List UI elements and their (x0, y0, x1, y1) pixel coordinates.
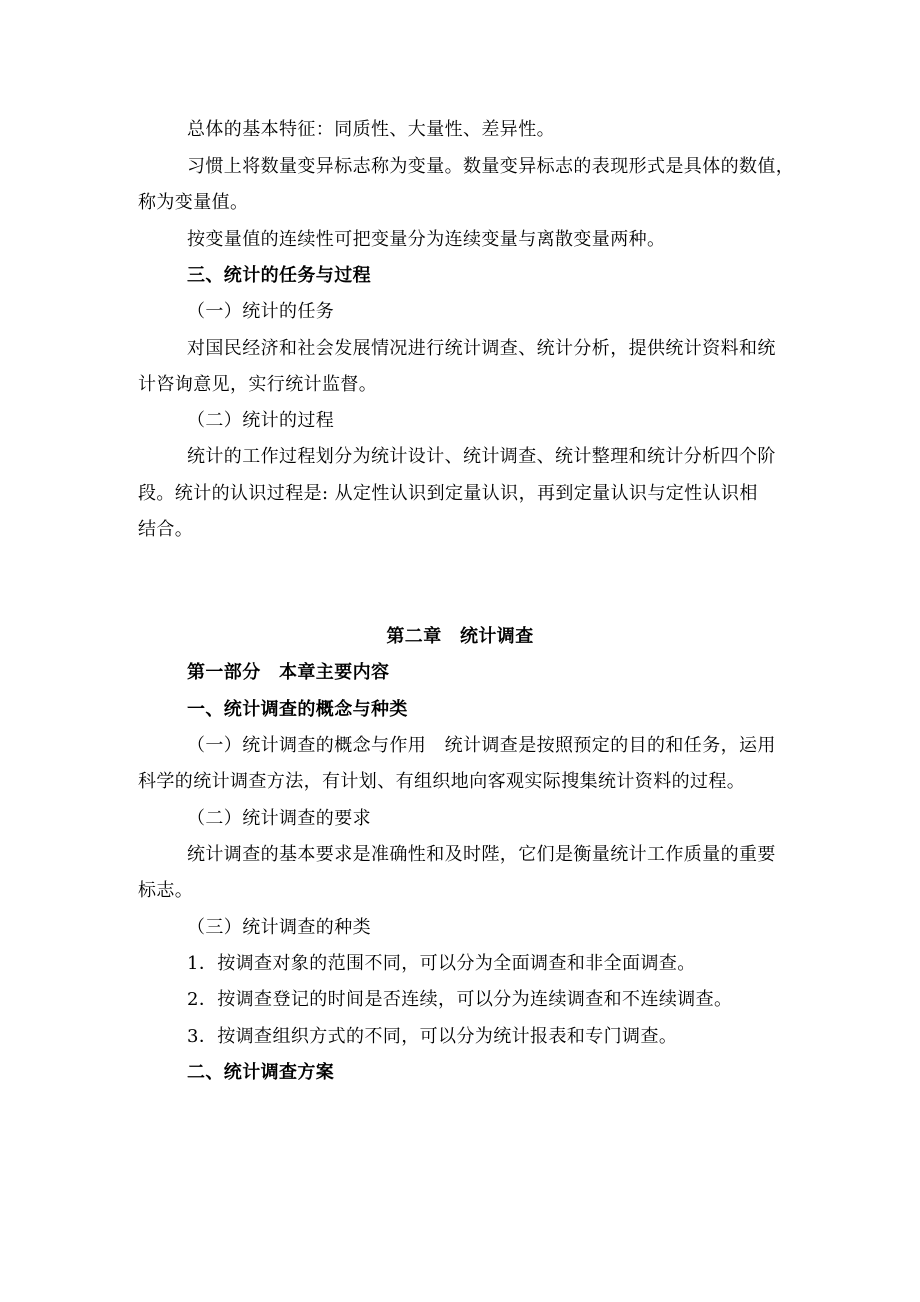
subheading-survey-types: （三）统计调查的种类 (187, 917, 371, 938)
list-item-survey-type-3: 3．按调查组织方式的不同，可以分为统计报表和专门调查。 (187, 1026, 678, 1047)
section-heading-tasks-and-process: 三、统计的任务与过程 (187, 265, 371, 286)
paragraph-tasks-line-1: 对国民经济和社会发展情况进行统计调查、统计分析，提供统计资料和统 (187, 338, 776, 359)
section-heading-survey-plan: 二、统计调查方案 (187, 1062, 335, 1083)
paragraph-requirements-line-2: 标志。 (138, 880, 194, 901)
part-heading: 第一部分 本章主要内容 (187, 662, 390, 683)
subheading-survey-requirements: （二）统计调查的要求 (187, 808, 371, 829)
list-item-survey-type-2: 2．按调查登记的时间是否连续，可以分为连续调查和不连续调查。 (187, 989, 733, 1010)
paragraph-variable-types: 按变量值的连续性可把变量分为连续变量与离散变量两种。 (187, 229, 666, 250)
paragraph-variable-definition-line-1: 习惯上将数量变异标志称为变量。数量变异标志的表现形式是具体的数值， (187, 156, 795, 177)
subheading-statistics-process: （二）统计的过程 (187, 410, 335, 431)
subheading-statistics-tasks: （一）统计的任务 (187, 301, 335, 322)
paragraph-tasks-line-2: 计咨询意见，实行统计监督。 (138, 374, 378, 395)
chapter-title: 第二章 统计调查 (386, 626, 534, 647)
paragraph-survey-concept-line-2: 科学的统计调查方法，有计划、有组织地向客观实际搜集统计资料的过程。 (138, 771, 746, 792)
paragraph-process-line-2: 段。统计的认识过程是: 从定性认识到定量认识，再到定量认识与定性认识相 (138, 483, 758, 504)
paragraph-survey-concept-line-1: （一）统计调查的概念与作用 统计调查是按照预定的目的和任务，运用 (187, 735, 776, 756)
list-item-survey-type-1: 1．按调查对象的范围不同，可以分为全面调查和非全面调查。 (187, 953, 696, 974)
paragraph-process-line-1: 统计的工作过程划分为统计设计、统计调查、统计整理和统计分析四个阶 (187, 446, 776, 467)
section-heading-survey-concept: 一、统计调查的概念与种类 (187, 699, 408, 720)
paragraph-population-features: 总体的基本特征：同质性、大量性、差异性。 (187, 119, 555, 140)
paragraph-variable-definition-line-2: 称为变量值。 (138, 192, 249, 213)
paragraph-process-line-3: 结合。 (138, 519, 194, 540)
paragraph-requirements-line-1: 统计调查的基本要求是准确性和及时陛，它们是衡量统计工作质量的重要 (187, 844, 776, 865)
